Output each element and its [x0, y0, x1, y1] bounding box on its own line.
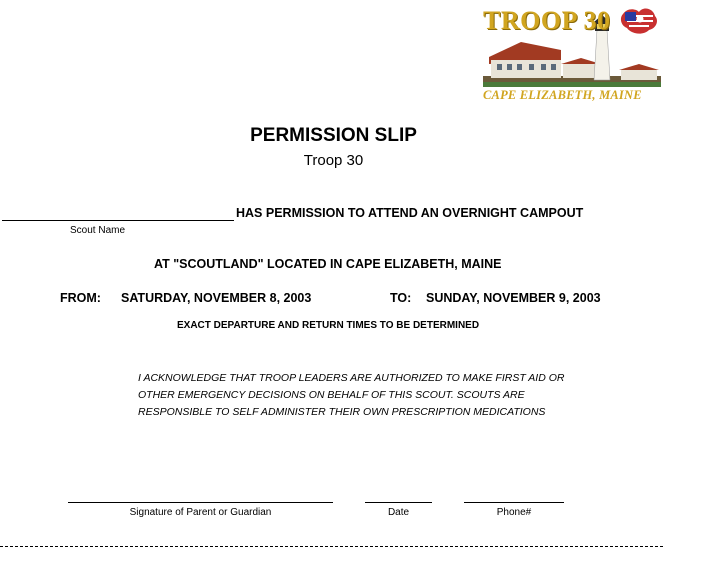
date-label: Date	[387, 507, 410, 518]
logo-caption: CAPE ELIZABETH, MAINE	[483, 88, 642, 102]
troop-logo	[481, 2, 663, 103]
phone-line[interactable]	[464, 502, 564, 503]
phone-label: Phone#	[496, 507, 532, 518]
scout-name-label: Scout Name	[70, 225, 126, 236]
cut-line-divider	[0, 546, 663, 547]
logo-title: TROOP 30	[483, 6, 611, 35]
location-text: AT "SCOUTLAND" LOCATED IN CAPE ELIZABETH, MAINE	[154, 257, 502, 271]
signature-label: Signature of Parent or Guardian	[129, 507, 272, 518]
acknowledgement-line: RESPONSIBLE TO SELF ADMINISTER THEIR OWN PRESCRIPTION MEDICATIONS	[138, 406, 546, 418]
acknowledgement-text	[138, 370, 608, 421]
acknowledgement-line: I ACKNOWLEDGE THAT TROOP LEADERS ARE AUTHORIZED TO MAKE FIRST AID OR	[138, 372, 565, 384]
acknowledgement-line: OTHER EMERGENCY DECISIONS ON BEHALF OF THIS SCOUT. SCOUTS ARE	[138, 389, 525, 401]
from-label: FROM:	[60, 291, 101, 305]
to-date: SUNDAY, NOVEMBER 9, 2003	[426, 291, 601, 305]
scout-name-line[interactable]	[2, 220, 234, 221]
date-line[interactable]	[365, 502, 432, 503]
signature-line[interactable]	[68, 502, 333, 503]
scout-fleur-de-lis-flag-icon	[621, 9, 657, 34]
page-title: PERMISSION SLIP	[250, 125, 417, 146]
to-label: TO:	[390, 291, 412, 305]
from-date: SATURDAY, NOVEMBER 8, 2003	[121, 291, 312, 305]
permission-statement: HAS PERMISSION TO ATTEND AN OVERNIGHT CAMPOUT	[236, 206, 584, 220]
page-subtitle: Troop 30	[303, 152, 364, 169]
times-note: EXACT DEPARTURE AND RETURN TIMES TO BE DETERMINED	[177, 320, 480, 331]
